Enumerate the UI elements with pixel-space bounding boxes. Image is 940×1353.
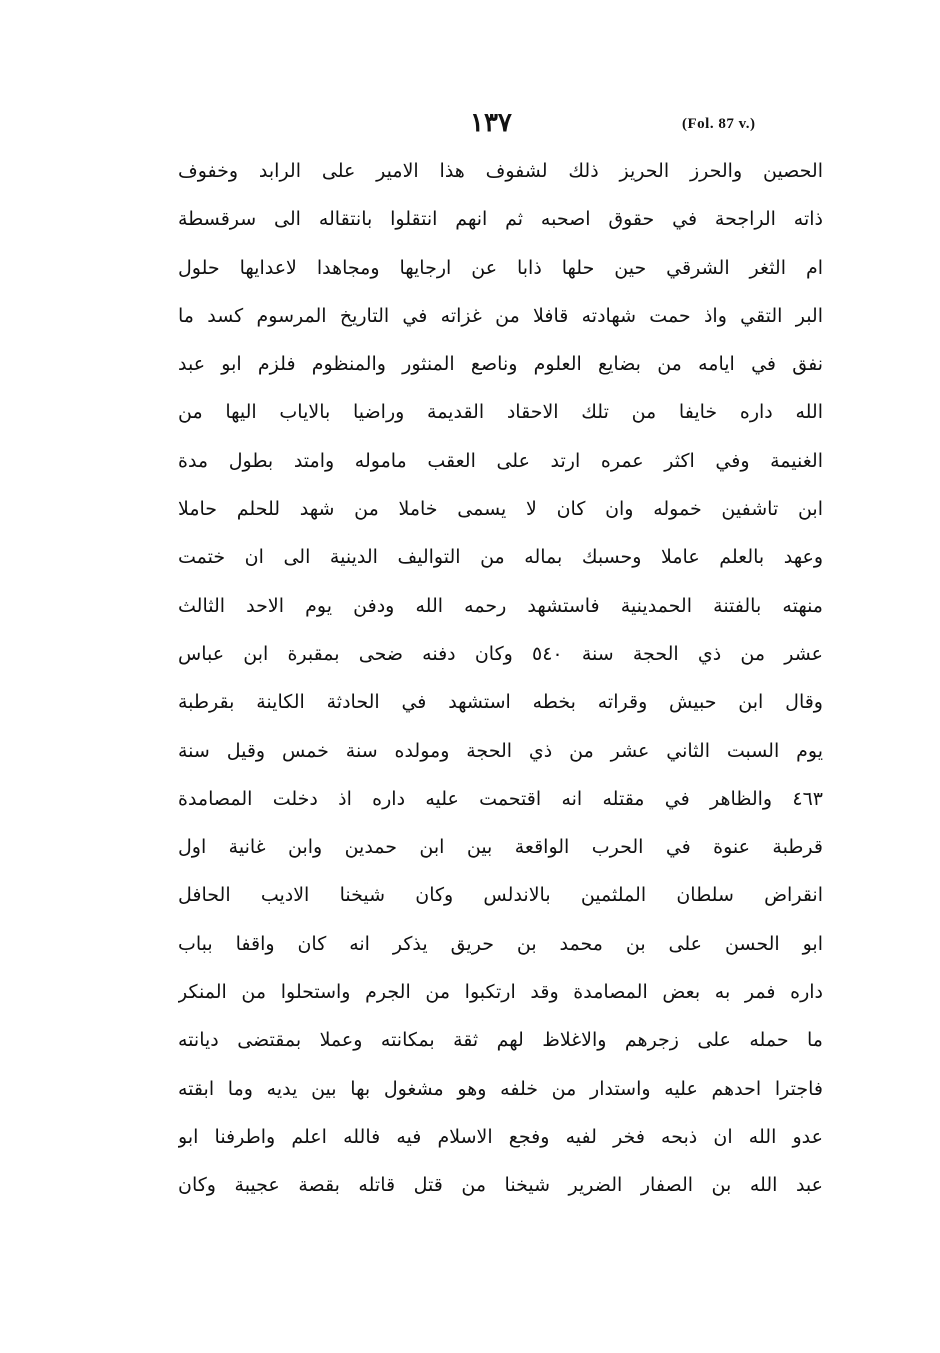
text-line: عدو الله ان ذبحه فخر لفيه وفجع الاسلام فيه فالله اعلم واطرفنا ابو [178, 1125, 823, 1148]
folio-reference: (Fol. 87 v.) [682, 116, 756, 132]
text-line: داره فمر به بعض المصامدة وقد ارتكبوا من الجرم واستحلوا من المنكر [178, 981, 823, 1004]
text-line: نفق في ايامه من بضايع العلوم وناصع المنثور والمنظوم فلزم ابو عبد [178, 353, 823, 376]
text-line: فاجترا احدهم عليه واستدار من خلفه وهو مشغول بها بين يديه وما ابقته [178, 1077, 823, 1100]
text-line: الغنيمة وفي اكثر عمره ارتد على العقب ماموله وامتد بطول مدة [178, 449, 823, 472]
text-line: الحصين والحرز الحريز ذلك لشفوف هذا الامير على الرابد وخفوف [178, 160, 823, 182]
arabic-text-body [178, 147, 823, 1210]
text-line: ٤٦٣ والظاهر في مقتله انه اقتحمت عليه داره اذ دخلت المصامدة [178, 787, 823, 810]
text-line: انقراض سلطان الملثمين بالاندلس وكان شيخنا الاديب الحافل [178, 884, 823, 907]
text-line: الله داره خايفا من تلك الاحقاد القديمة وراضيا بالاياب اليها من [178, 401, 823, 424]
text-line: وعهد بالعلم عاملا وحسبك بماله من التواليف الدينية الى ان ختمت [178, 546, 823, 569]
text-line: ذاته الراجحة في حقوق اصحبه ثم انهم انتقلوا بانتقاله الى سرقسطة [178, 208, 823, 231]
page-number: ١٣٧ [470, 108, 512, 138]
text-line: ام الثغر الشرقي حين حلها ذابا عن ارجايها ومجاهدا لاعدايها حلول [178, 256, 823, 279]
text-line: ابو الحسن على بن محمد بن حريق يذكر انه كان واقفا بباب [178, 932, 823, 955]
text-line: وقال ابن حبيش وقراته بخطه استشهد في الحادثة الكاينة بقرطبة [178, 691, 823, 714]
text-line: ابن تاشفين خموله وان كان لا يسمى خاملا من شهد للحلم حاملا [178, 498, 823, 521]
text-line: ما حمله على زجرهم والاغلاظ لهم ثقة بمكانته وعملا بمقتضى ديانته [178, 1029, 823, 1052]
text-line: عبد الله بن الصفار الضرير شيخنا من قتل قاتله بقصة عجيبة وكان [178, 1174, 823, 1197]
text-line: البر التقي واذ حمت شهادته قافلا من غزاته في التاريخ المرسوم كسد ما [178, 304, 823, 327]
text-line: منهته بالفتنة الحمدينية فاستشهد رحمه الله ودفن يوم الاحد الثالث [178, 594, 823, 617]
text-line: قرطبة عنوة في الحرب الواقعة بين ابن حمدين وابن غانية اول [178, 836, 823, 859]
text-line: عشر من ذي الحجة سنة ٥٤٠ وكان دفنه ضحى بمقبرة ابن عباس [178, 642, 823, 665]
text-line: يوم السبت الثاني عشر من ذي الحجة ومولده سنة خمس وقيل سنة [178, 739, 823, 762]
